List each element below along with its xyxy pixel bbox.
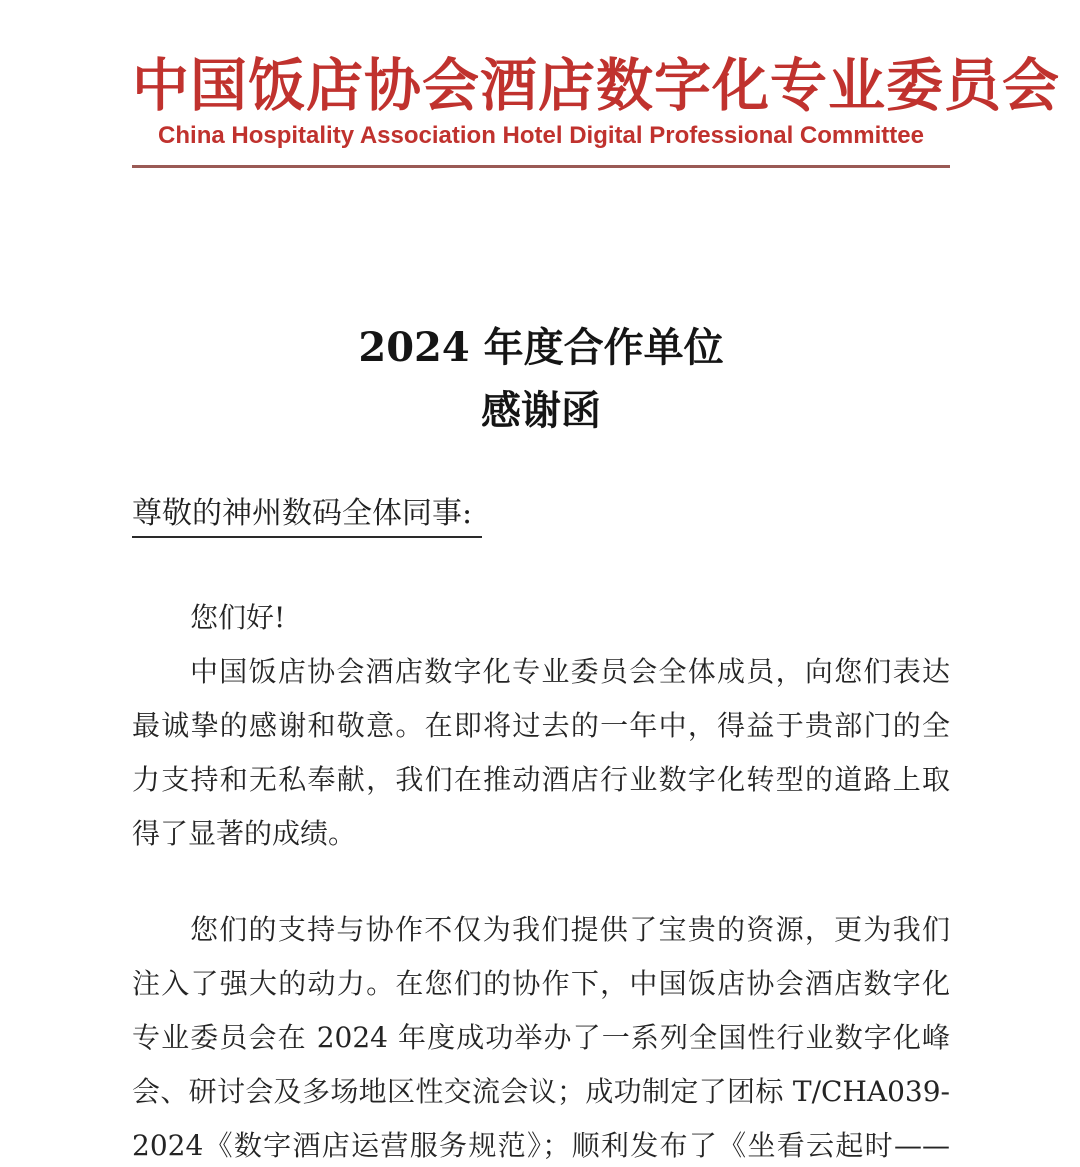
letterhead-rule <box>132 165 950 168</box>
text-line: 会、研讨会及多场地区性交流会议；成功制定了团标 T/CHA039- <box>132 1074 950 1108</box>
text-line: 得了显著的成绩。 <box>132 816 357 850</box>
text-line: 您们的支持与协作不仅为我们提供了宝贵的资源，更为我们 <box>190 912 950 946</box>
text-line: 力支持和无私奉献，我们在推动酒店行业数字化转型的道路上取 <box>132 762 950 796</box>
letter-title-line2: 感谢函 <box>481 386 601 434</box>
org-name-english: China Hospitality Association Hotel Digital Professional Committee <box>158 121 924 149</box>
letter-title <box>132 316 950 442</box>
text-line: 最诚挚的感谢和敬意。在即将过去的一年中，得益于贵部门的全 <box>132 708 950 742</box>
org-name-chinese: 中国饭店协会酒店数字化专业委员会 <box>132 52 1060 119</box>
text-line: 注入了强大的动力。在您们的协作下，中国饭店协会酒店数字化 <box>132 966 950 1000</box>
greeting-line: 您们好! <box>190 600 286 634</box>
salutation-text: 尊敬的神州数码全体同事: <box>132 496 482 538</box>
text-line: 专业委员会在 2024 年度成功举办了一系列全国性行业数字化峰 <box>132 1020 950 1054</box>
letter-title-line1: 2024 年度合作单位 <box>358 323 724 371</box>
letter-body <box>132 316 950 1167</box>
text-line: 中国饭店协会酒店数字化专业委员会全体成员，向您们表达 <box>190 654 950 688</box>
letterhead <box>132 52 1060 168</box>
paragraph-2 <box>132 903 950 1167</box>
text-line: 2024《数字酒店运营服务规范》；顺利发布了《坐看云起时—— <box>132 1128 950 1162</box>
paragraph-1 <box>132 591 950 861</box>
salutation <box>132 492 950 535</box>
